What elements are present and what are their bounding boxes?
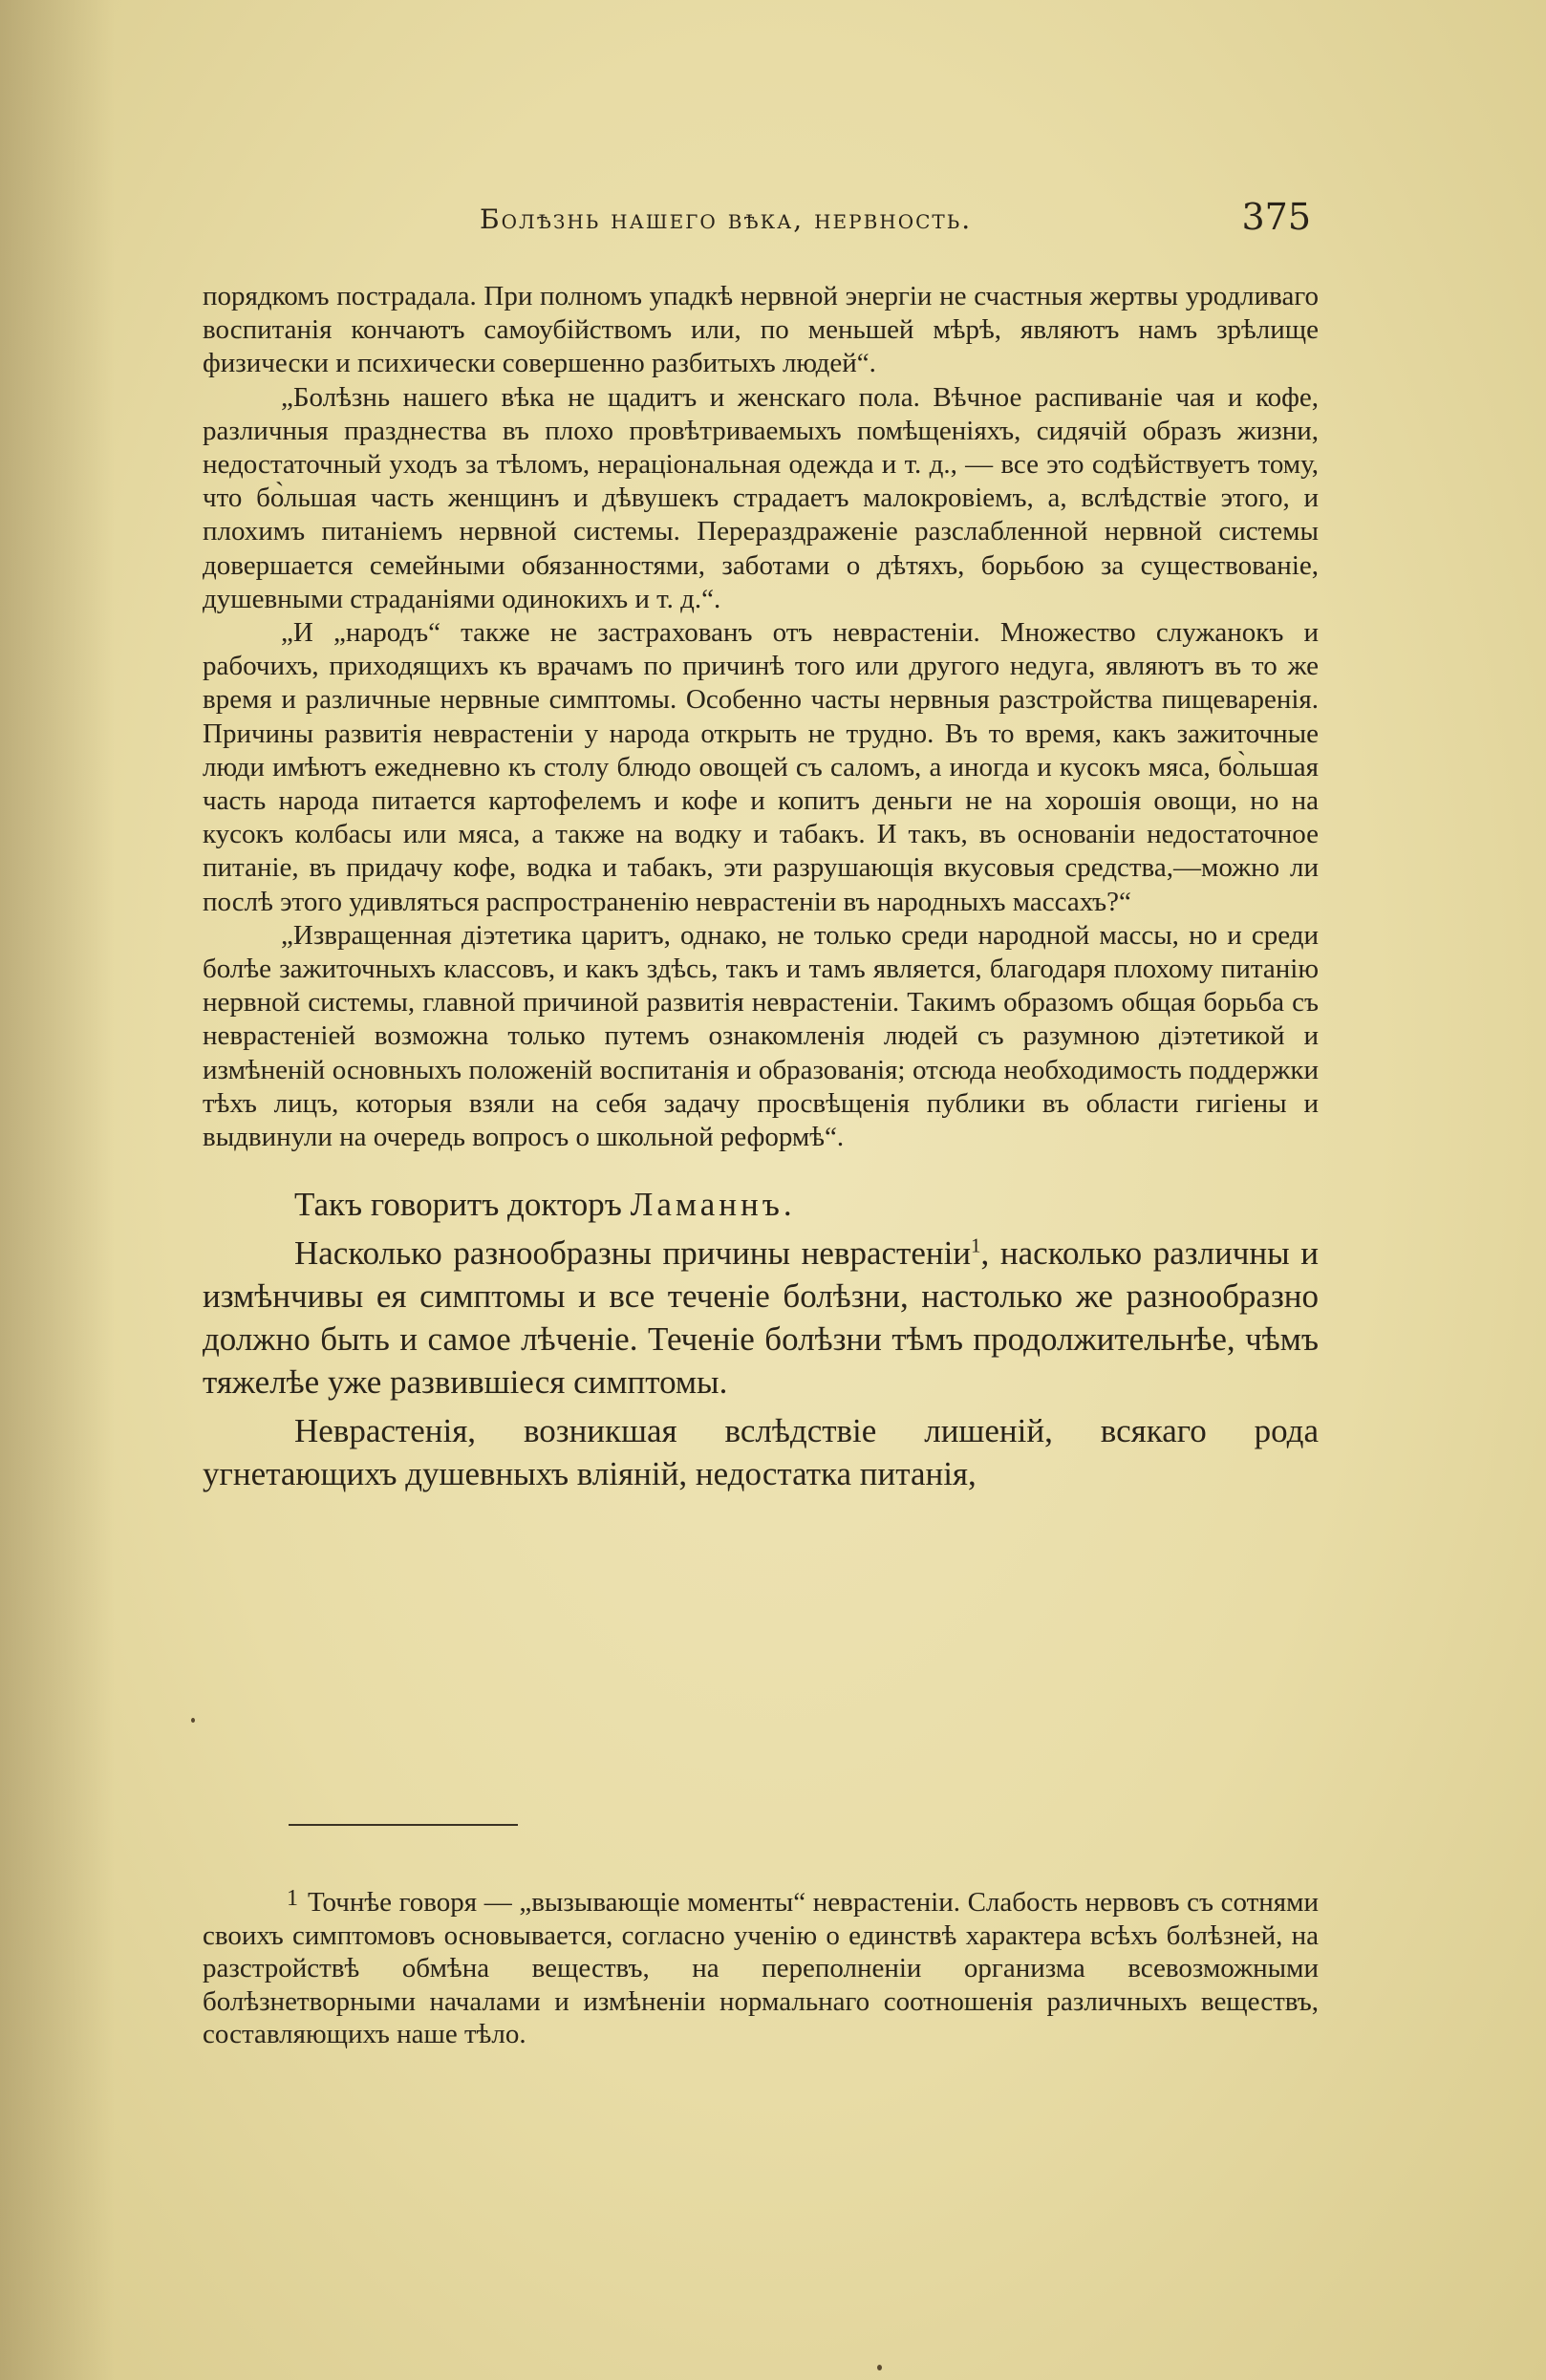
running-title: Болѣзнь нашего вѣка, нервность. (480, 204, 973, 235)
main-paragraph (203, 1232, 1319, 1404)
quoted-passage (203, 280, 1319, 1154)
footnote-text: Точнѣе говоря — „вызывающіе моменты“ неврастеніи. Слабость нервовъ съ сотнями своихъ симптомовъ основывается, согласно ученію о единствѣ характера всѣхъ болѣзней, на разстройствѣ обмѣна веществъ, на переполненіи организма всевозможными болѣзнетворными началами и измѣненіи нормальнаго соотношенія различныхъ веществъ, составляющихъ наше тѣло. (203, 1887, 1319, 2049)
footnote-paragraph (203, 1882, 1319, 2051)
author-name: Ламаннъ. (630, 1186, 796, 1224)
page-number: 375 (1241, 196, 1311, 238)
quote-paragraph: „И „народъ“ также не застрахованъ отъ неврастеніи. Множество служанокъ и рабочихъ, приходящихъ къ врачамъ по причинѣ того или другого недуга, являютъ въ то же время и различные нервные симптомы. Особенно часты нервныя разстройства пищеваренія. Причины развитія неврастеніи у народа открыть не трудно. Въ то время, какъ зажиточные люди имѣютъ ежедневно къ столу блюдо овощей съ саломъ, а иногда и кусокъ мяса, бо̀льшая часть народа питается картофелемъ и кофе и копитъ деньги не на хорошія овощи, но на кусокъ колбасы или мяса, а также на водку и табакъ. И такъ, въ основаніи недостаточное питаніе, въ придачу кофе, водка и табакъ, эти разрушающія вкусовыя средства,—можно ли послѣ этого удивляться распространенію неврастеніи въ народныхъ массахъ?“ (203, 617, 1319, 917)
quote-paragraph: „Болѣзнь нашего вѣка не щадитъ и женскаго пола. Вѣчное распиваніе чая и кофе, различныя празднества въ плохо провѣтриваемыхъ помѣщеніяхъ, сидячій образъ жизни, недостаточный уходъ за тѣломъ, нераціональная одежда и т. д., — все это содѣйствуетъ тому, что бо̀льшая часть женщинъ и дѣвушекъ страдаетъ малокровіемъ, а, вслѣдствіе этого, и плохимъ питаніемъ нервной системы. Перераздраженіе разслабленной нервной системы довершается семейными обязанностями, заботами о дѣтяхъ, борьбою за существованіе, душевными страданіями одинокихъ и т. д.“. (203, 381, 1319, 614)
page-header (203, 196, 1319, 244)
ink-spot (877, 2365, 882, 2370)
quote-paragraph: „Извращенная діэтетика царитъ, однако, не только среди народной массы, но и среди болѣе зажиточныхъ классовъ, и какъ здѣсь, такъ и тамъ является, благодаря плохому питанію нервной системы, главной причиной развитія неврастеніи. Такимъ образомъ общая борьба съ неврастеніей возможна только путемъ ознакомленія людей съ разумною діэтетикой и измѣненій основныхъ положеній воспитанія и образованія; отсюда необходимость поддержки тѣхъ лицъ, которыя взяли на себя задачу просвѣщенія публики въ области гигіены и выдвинули на очередь вопросъ о школьной реформѣ“. (203, 919, 1319, 1153)
main-paragraph (203, 1183, 1319, 1226)
footnote-rule (289, 1824, 518, 1826)
paragraph-text: Насколько разнообразны причины неврастеніи (294, 1234, 972, 1273)
page-body (203, 280, 1319, 1495)
attribution-text: Такъ говоритъ докторъ (294, 1186, 631, 1224)
page-spine-shadow (0, 0, 115, 2380)
footnote-mark: 1 (287, 1886, 298, 1911)
footnote (203, 1882, 1319, 2051)
footnote-reference: 1 (971, 1233, 981, 1257)
paragraph-text: , насколько различны и измѣнчивы ея симптомы и все теченіе болѣзни, настолько же разнообразно должно быть и самое лѣченіе. Теченіе болѣзни тѣмъ продолжительнѣе, чѣмъ тяжелѣе уже развившіеся симптомы. (203, 1234, 1320, 1402)
ink-spot (191, 1718, 195, 1723)
quote-paragraph: порядкомъ пострадала. При полномъ упадкѣ нервной энергіи не счастныя жертвы уродливаго воспитанія кончаютъ самоубійствомъ или, по меньшей мѣрѣ, являютъ намъ зрѣлище физически и психически совершенно разбитыхъ людей“. (203, 281, 1319, 379)
main-text (203, 1183, 1319, 1495)
main-paragraph: Неврастенія, возникшая вслѣдствіе лишеній, всякаго рода угнетающихъ душевныхъ вліяній, недостатка питанія, (203, 1412, 1319, 1493)
